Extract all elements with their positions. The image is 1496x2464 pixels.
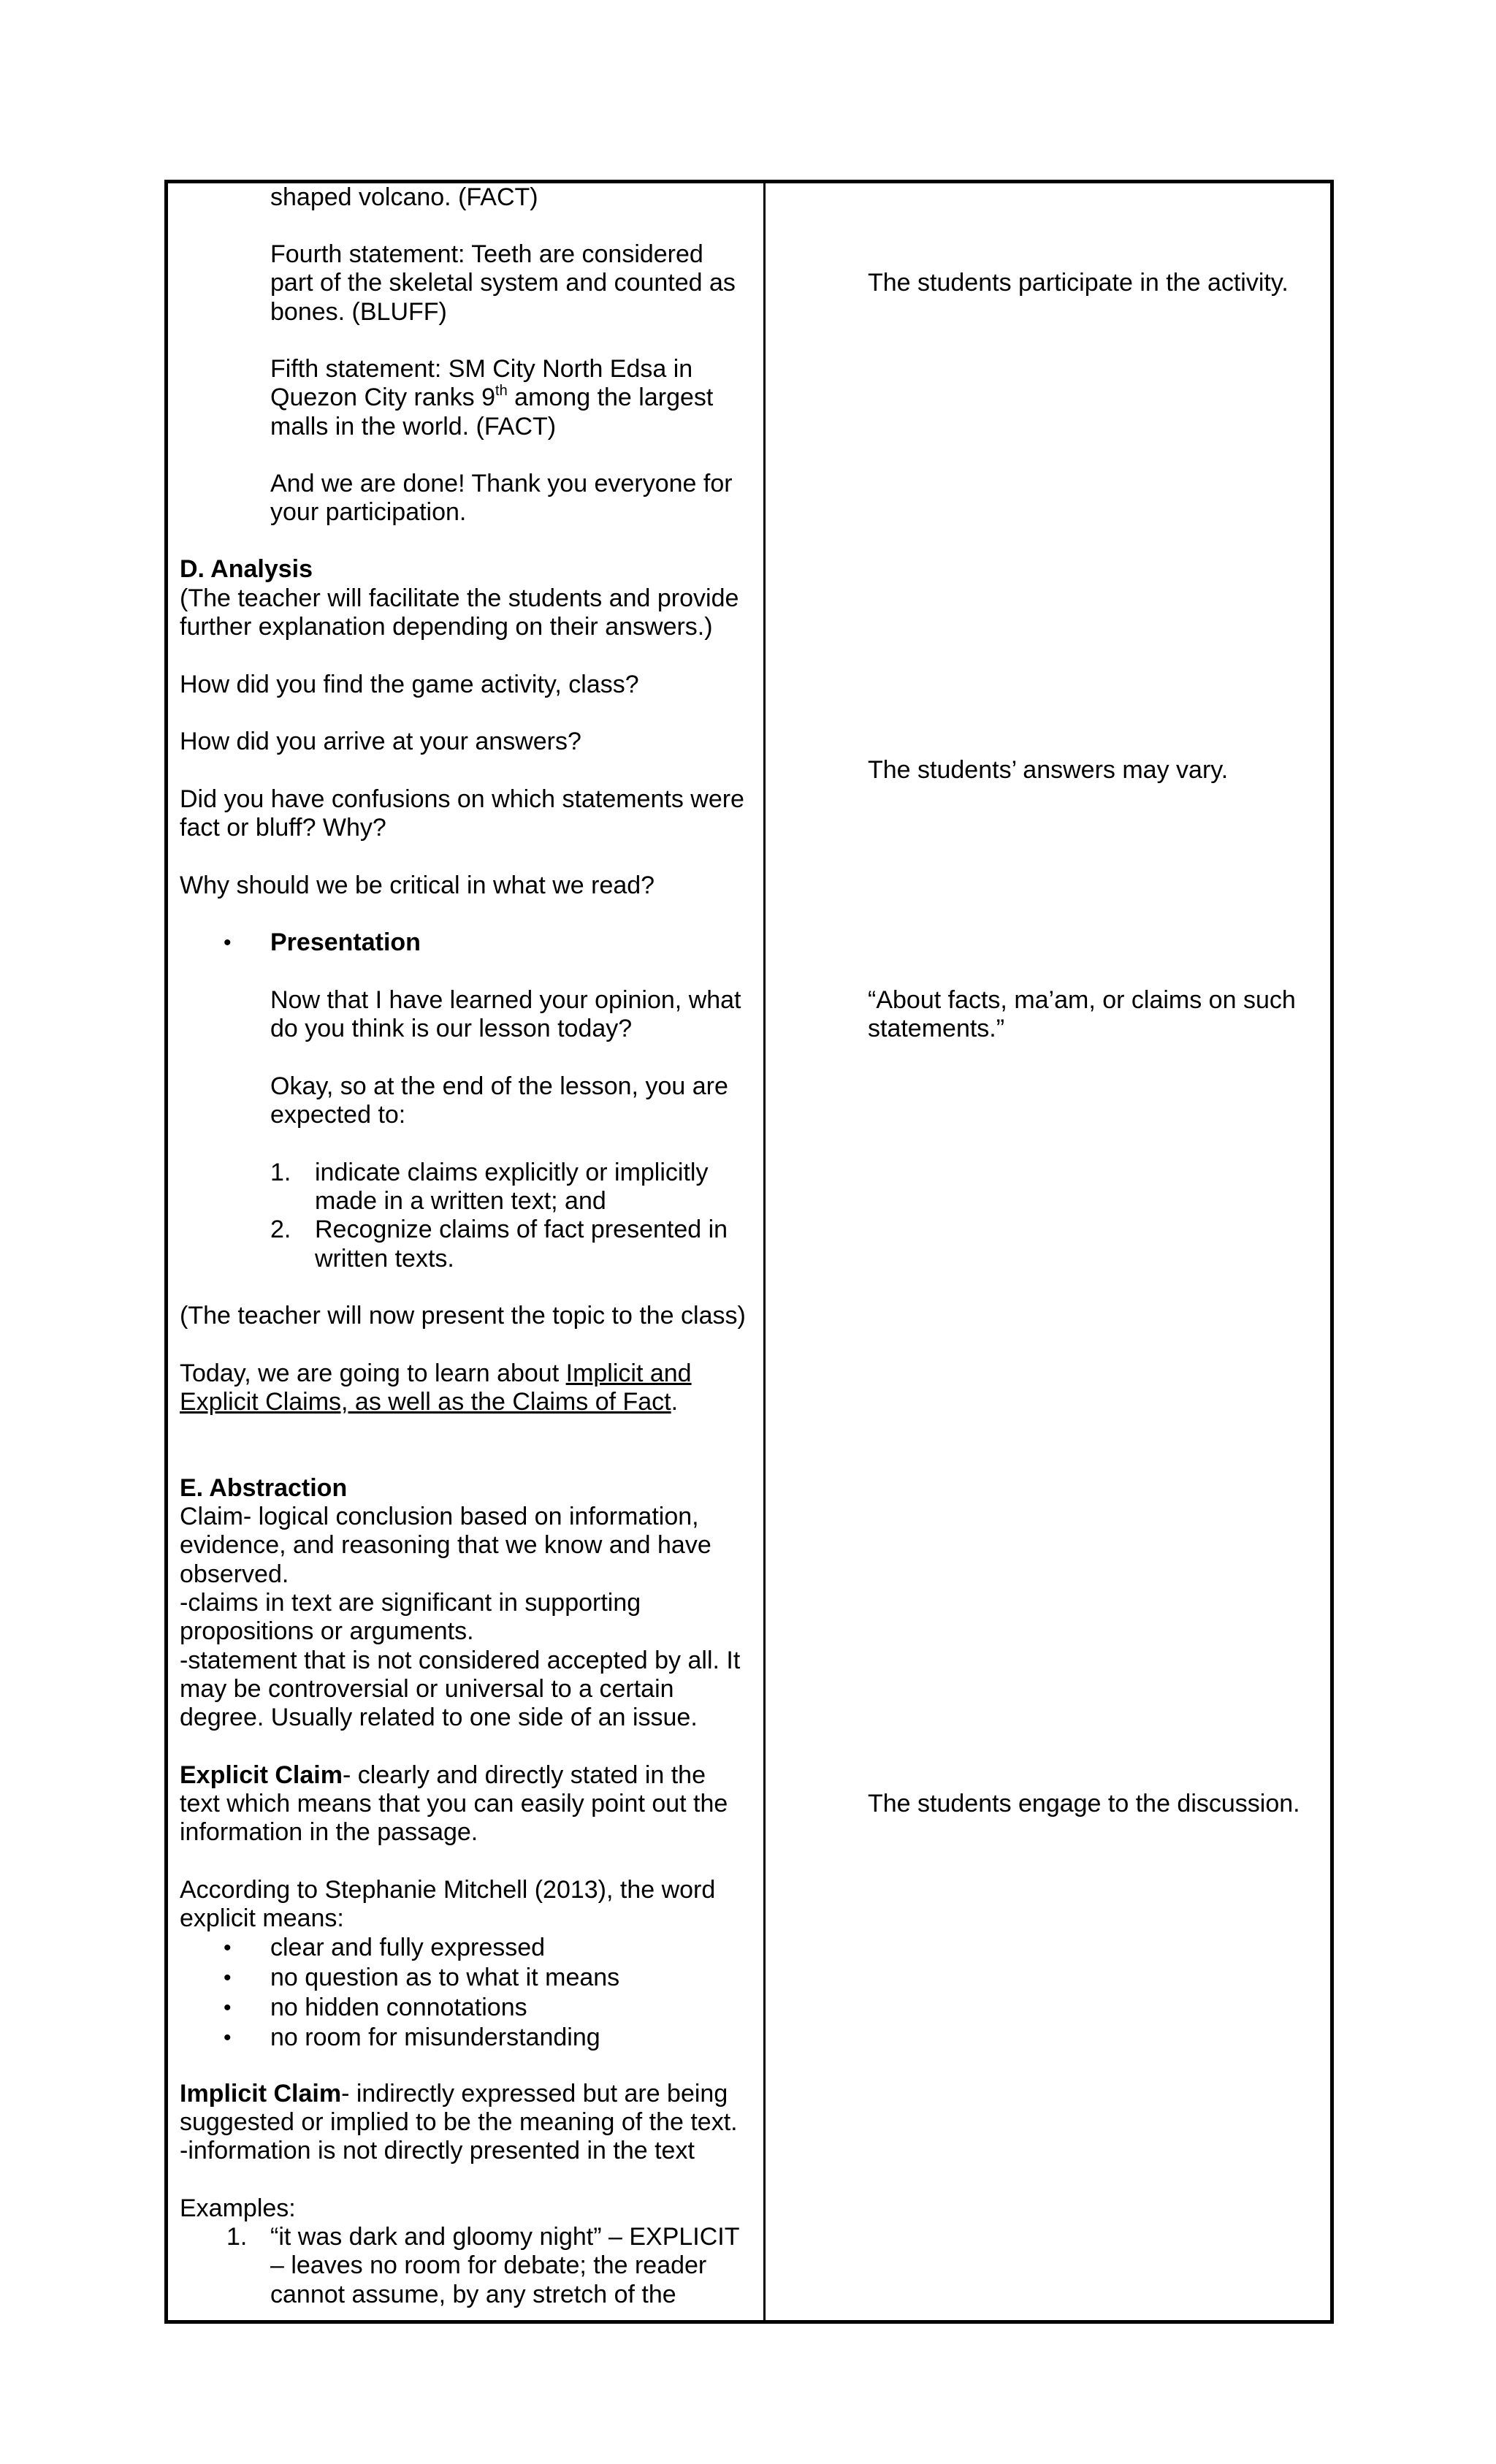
expectation-line: expected to: — [270, 1101, 406, 1129]
abstraction-line: -statement that is not considered accepted by all. It — [180, 1647, 741, 1674]
objective-line: made in a written text; and — [315, 1187, 606, 1215]
fifth-statement-line: malls in the world. (FACT) — [270, 413, 557, 440]
explicit-point: no hidden connotations — [270, 1994, 527, 2021]
implicit-claim-definition: Implicit Claim- indirectly expressed but are being — [180, 2080, 728, 2108]
analysis-note: (The teacher will facilitate the students and provide — [180, 584, 739, 612]
bullet-icon: • — [224, 1966, 232, 1990]
example-number: 1. — [226, 2223, 248, 2251]
analysis-note: further explanation depending on their answers.) — [180, 613, 713, 641]
fifth-statement-line: Fifth statement: SM City North Edsa in — [270, 355, 693, 383]
abstraction-line: degree. Usually related to one side of an issue. — [180, 1704, 698, 1731]
implicit-claim-line: -information is not directly presented in the text — [180, 2137, 695, 2164]
presentation-question: Now that I have learned your opinion, what — [270, 986, 741, 1014]
bullet-icon: • — [224, 2026, 232, 2050]
closing-line: your participation. — [270, 498, 467, 526]
implicit-claim-line: suggested or implied to be the meaning of the text. — [180, 2108, 738, 2136]
fourth-statement-line: bones. (BLUFF) — [270, 298, 447, 326]
abstraction-line: Claim- logical conclusion based on information, — [180, 1503, 699, 1530]
analysis-question: Why should we be critical in what we read? — [180, 871, 655, 899]
analysis-question: fact or bluff? Why? — [180, 814, 386, 842]
presentation-question: do you think is our lesson today? — [270, 1015, 633, 1042]
bullet-icon: • — [224, 1936, 232, 1960]
abstraction-line: may be controversial or universal to a certain — [180, 1675, 674, 1703]
student-response: The students participate in the activity. — [868, 269, 1289, 297]
expectation-line: Okay, so at the end of the lesson, you are — [270, 1072, 728, 1100]
example-line: cannot assume, by any stretch of the — [270, 2281, 676, 2308]
intro-line: shaped volcano. (FACT) — [270, 183, 538, 211]
abstraction-heading: E. Abstraction — [180, 1474, 348, 1502]
closing-line: And we are done! Thank you everyone for — [270, 470, 733, 497]
explicit-claim-definition: Explicit Claim- clearly and directly stated in the — [180, 1761, 706, 1789]
student-response: statements.” — [868, 1015, 1005, 1042]
bullet-icon: • — [224, 1996, 232, 2020]
explicit-point: no question as to what it means — [270, 1964, 620, 1991]
mitchell-line: explicit means: — [180, 1904, 344, 1932]
objective-line: Recognize claims of fact presented in — [315, 1216, 728, 1243]
analysis-heading: D. Analysis — [180, 555, 313, 583]
abstraction-line: -claims in text are significant in supporting — [180, 1589, 641, 1617]
column-divider — [763, 180, 766, 2324]
fourth-statement-line: part of the skeletal system and counted as — [270, 269, 736, 297]
abstraction-line: evidence, and reasoning that we know and have — [180, 1531, 711, 1559]
explicit-claim-line: information in the passage. — [180, 1818, 478, 1846]
fifth-statement-line: Quezon City ranks 9th among the largest — [270, 382, 714, 411]
objective-line: written texts. — [315, 1245, 454, 1273]
abstraction-line: propositions or arguments. — [180, 1617, 474, 1645]
explicit-point: clear and fully expressed — [270, 1934, 546, 1961]
student-response: “About facts, ma’am, or claims on such — [868, 986, 1296, 1014]
teacher-note: (The teacher will now present the topic to the class) — [180, 1302, 746, 1330]
today-line: Today, we are going to learn about Implicit and — [180, 1359, 692, 1387]
objective-number: 1. — [270, 1159, 291, 1186]
today-line: Explicit Claims, as well as the Claims of Fact. — [180, 1388, 679, 1416]
analysis-question: Did you have confusions on which statements were — [180, 785, 744, 813]
analysis-question: How did you arrive at your answers? — [180, 728, 581, 755]
analysis-question: How did you find the game activity, class? — [180, 671, 639, 698]
student-response: The students’ answers may vary. — [868, 756, 1229, 784]
bullet-icon: • — [224, 931, 232, 955]
example-line: “it was dark and gloomy night” – EXPLICIT — [270, 2223, 740, 2251]
student-response: The students engage to the discussion. — [868, 1790, 1300, 1818]
presentation-heading: Presentation — [270, 928, 421, 956]
explicit-point: no room for misunderstanding — [270, 2024, 600, 2051]
example-line: – leaves no room for debate; the reader — [270, 2251, 707, 2279]
objective-line: indicate claims explicitly or implicitly — [315, 1159, 709, 1186]
fourth-statement-line: Fourth statement: Teeth are considered — [270, 240, 703, 268]
mitchell-line: According to Stephanie Mitchell (2013), the word — [180, 1876, 716, 1904]
abstraction-line: observed. — [180, 1560, 289, 1588]
examples-label: Examples: — [180, 2194, 296, 2222]
explicit-claim-line: text which means that you can easily point out the — [180, 1790, 728, 1818]
objective-number: 2. — [270, 1216, 291, 1243]
